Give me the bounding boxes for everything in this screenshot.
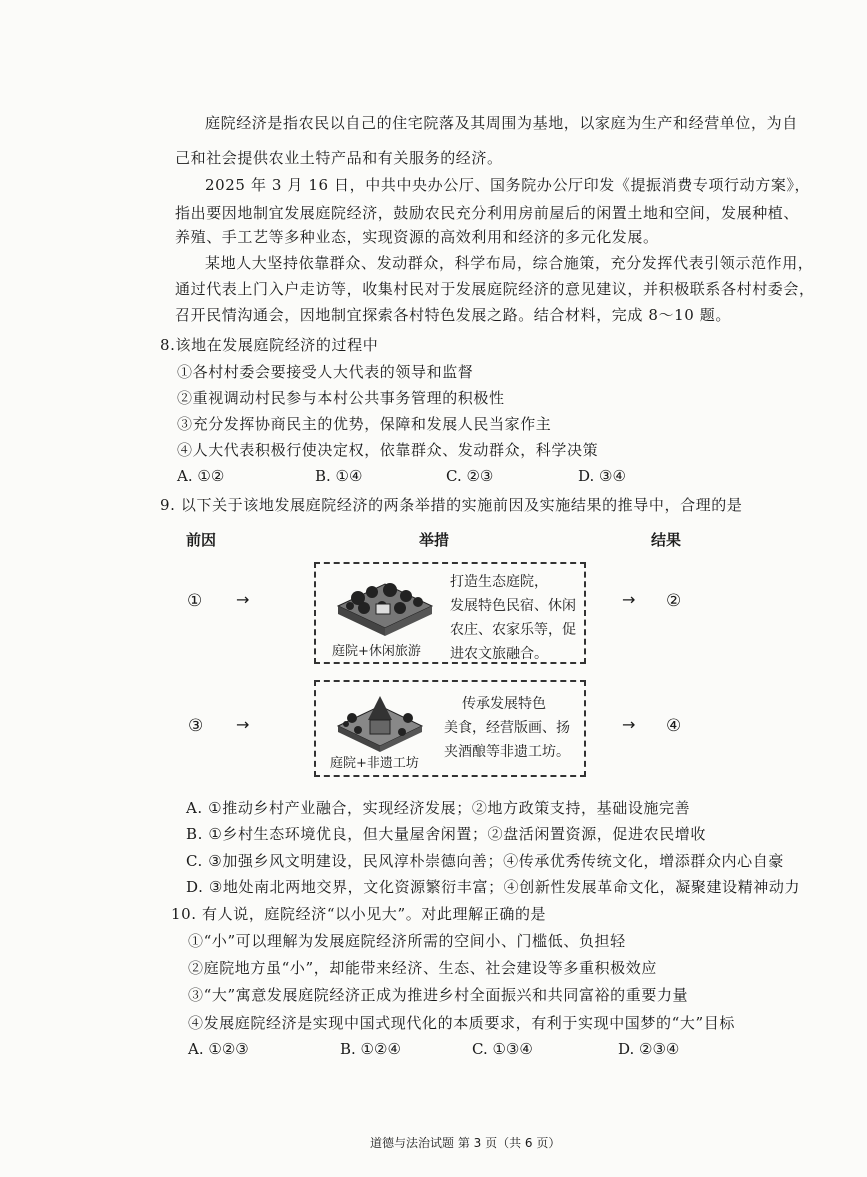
q8-option-c: C. ②③ — [446, 467, 494, 485]
courtyard-illustration-icon — [330, 576, 440, 638]
q10-option-c: C. ①③④ — [472, 1040, 533, 1058]
q8-stem: 8.该地在发展庭院经济的过程中 — [160, 336, 379, 354]
intro-line: 指出要因地制宜发展庭院经济，鼓励农民充分利用房前屋后的闲置土地和空间，发展种植、 — [175, 204, 800, 222]
measure-text-line: 进农文旅融合。 — [450, 646, 548, 662]
intro-line: 养殖、手工艺等多种业态，实现资源的高效利用和经济的多元化发展。 — [175, 228, 659, 246]
cause-marker-3: ③ — [188, 716, 204, 736]
q9-option-a: A. ①推动乡村产业融合，实现经济发展；②地方政策支持，基础设施完善 — [186, 799, 691, 817]
q10-option-d: D. ②③④ — [618, 1040, 680, 1058]
q8-item: ④人大代表积极行使决定权，依靠群众、发动群众，科学决策 — [177, 441, 599, 459]
workshop-illustration-icon — [330, 690, 430, 752]
intro-line: 己和社会提供农业土特产品和有关服务的经济。 — [175, 149, 503, 167]
measure-text-line: 美食，经营版画、扬 — [444, 720, 570, 736]
intro-line: 召开民情沟通会，因地制宜探索各村特色发展之路。结合材料，完成 8～10 题。 — [175, 306, 731, 324]
q10-stem: 10. 有人说，庭院经济“以小见大”。对此理解正确的是 — [171, 905, 547, 923]
q10-item: ③“大”寓意发展庭院经济正成为推进乡村全面振兴和共同富裕的重要力量 — [188, 986, 689, 1004]
measure-text-line: 传承发展特色 — [462, 696, 546, 712]
q9-option-c: C. ③加强乡风文明建设，民风淳朴崇德向善；④传承优秀传统文化，增添群众内心自豪 — [186, 852, 784, 870]
measure-text-line: 夹酒酿等非遗工坊。 — [444, 744, 570, 760]
measure-caption: 庭院+休闲旅游 — [332, 644, 421, 659]
q10-item: ①“小”可以理解为发展庭院经济所需的空间小、门槛低、负担轻 — [188, 932, 626, 950]
arrow-icon: → — [236, 590, 250, 609]
q10-option-a: A. ①②③ — [188, 1040, 249, 1058]
col-header-cause: 前因 — [186, 531, 217, 549]
measure-text-line: 打造生态庭院， — [450, 574, 548, 590]
measure-text-line: 农庄、农家乐等，促 — [450, 622, 576, 638]
q9-option-b: B. ①乡村生态环境优良，但大量屋舍闲置；②盘活闲置资源，促进农民增收 — [186, 825, 707, 843]
q10-option-b: B. ①②④ — [340, 1040, 401, 1058]
q8-item: ①各村村委会要接受人大代表的领导和监督 — [177, 363, 474, 381]
measure-text-line: 发展特色民宿、休闲 — [450, 598, 576, 614]
arrow-icon: → — [622, 590, 636, 609]
q10-item: ②庭院地方虽“小”，却能带来经济、生态、社会建设等多重积极效应 — [188, 959, 657, 977]
q8-option-a: A. ①② — [177, 467, 225, 485]
result-marker-4: ④ — [666, 716, 682, 736]
q8-option-b: B. ①④ — [315, 467, 363, 485]
arrow-icon: → — [236, 715, 250, 734]
intro-line: 2025 年 3 月 16 日，中共中央办公厅、国务院办公厅印发《提振消费专项行动方案》， — [205, 176, 811, 194]
measure-box-heritage — [314, 680, 586, 777]
intro-line: 某地人大坚持依靠群众、发动群众，科学布局，综合施策，充分发挥代表引领示范作用， — [205, 254, 814, 272]
result-marker-2: ② — [666, 591, 682, 611]
intro-line: 庭院经济是指农民以自己的住宅院落及其周围为基地，以家庭为生产和经营单位，为自 — [205, 114, 798, 132]
cause-marker-1: ① — [187, 591, 203, 611]
intro-line: 通过代表上门入户走访等，收集村民对于发展庭院经济的意见建议，并积极联系各村村委会， — [175, 280, 815, 298]
q8-item: ②重视调动村民参与本村公共事务管理的积极性 — [177, 389, 505, 407]
measure-caption: 庭院+非遗工坊 — [330, 756, 419, 771]
page-footer: 道德与法治试题 第 3 页（共 6 页） — [370, 1136, 561, 1150]
q10-item: ④发展庭院经济是实现中国式现代化的本质要求，有利于实现中国梦的“大”目标 — [188, 1014, 735, 1032]
q8-item: ③充分发挥协商民主的优势，保障和发展人民当家作主 — [177, 415, 552, 433]
q8-option-d: D. ③④ — [578, 467, 626, 485]
col-header-result: 结果 — [651, 531, 682, 549]
measure-box-tourism — [314, 562, 586, 664]
q9-stem: 9. 以下关于该地发展庭院经济的两条举措的实施前因及实施结果的推导中，合理的是 — [160, 496, 743, 514]
arrow-icon: → — [622, 715, 636, 734]
col-header-measure: 举措 — [419, 531, 450, 549]
q9-option-d: D. ③地处南北两地交界，文化资源繁衍丰富；④创新性发展革命文化，凝聚建设精神动力 — [186, 878, 801, 896]
